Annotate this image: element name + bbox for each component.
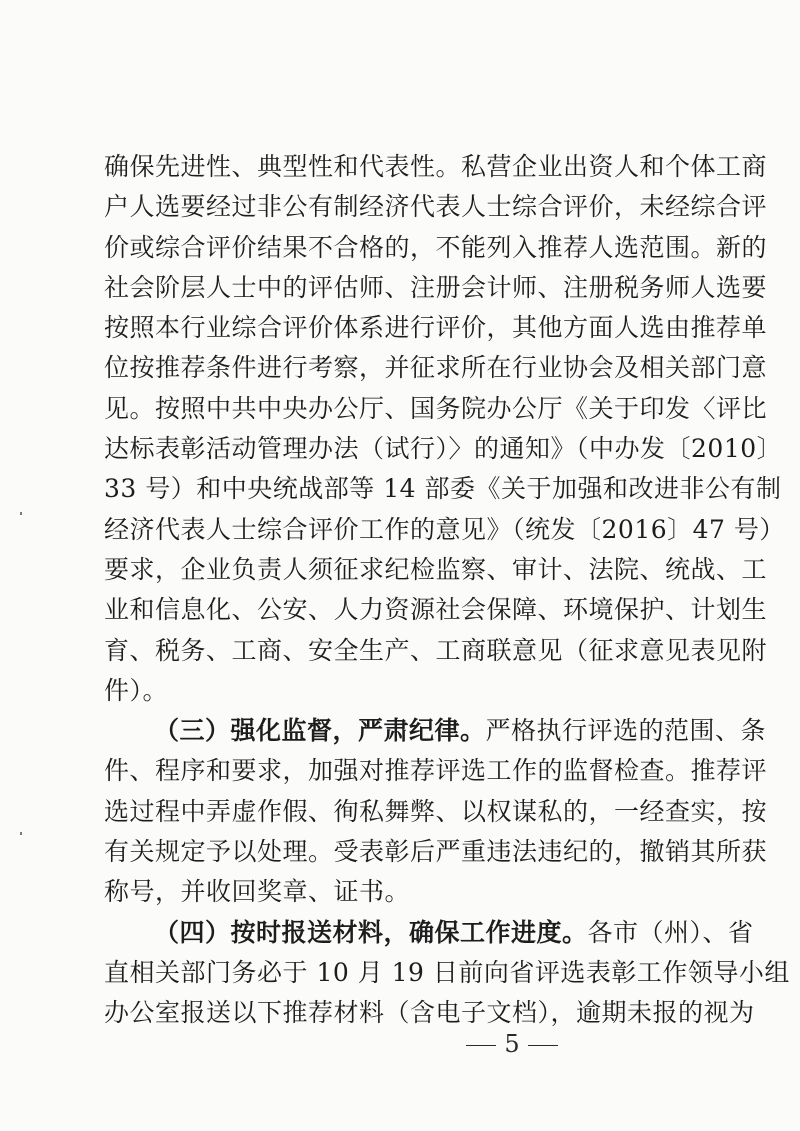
text-line: 33 号）和中央统战部等 14 部委《关于加强和改进非公有制 — [104, 474, 782, 504]
page-number — [0, 1030, 800, 1058]
text-line: 直相关部门务必于 10 月 19 日前向省评选表彰工作领导小组 — [104, 957, 790, 987]
text-line: 要求，企业负责人须征求纪检监察、审计、法院、统战、工 — [104, 554, 768, 584]
text-line: 业和信息化、公安、人力资源社会保障、环境保护、计划生 — [104, 595, 768, 625]
dash-left — [466, 1045, 496, 1046]
text-line: 选过程中弄虚作假、徇私舞弊、以权谋私的，一经查实，按 — [104, 796, 768, 826]
text-line: 件、程序和要求，加强对推荐评选工作的监督检查。推荐评 — [104, 756, 768, 786]
page-number-value: 5 — [504, 1030, 520, 1058]
text-line: 办公室报送以下推荐材料（含电子文档），逾期未报的视为 — [104, 998, 755, 1028]
text-line: 称号，并收回奖章、证书。 — [104, 877, 411, 907]
text-line: 价或综合评价结果不合格的，不能列入推荐人选范围。新的 — [104, 232, 768, 262]
text-run: 各市（州）、省 — [587, 917, 754, 947]
text-line — [104, 711, 767, 751]
text-line: 户人选要经过非公有制经济代表人士综合评价，未经综合评 — [104, 192, 768, 222]
text-line: 确保先进性、典型性和代表性。私营企业出资人和个体工商 — [104, 152, 768, 181]
text-run: 严格执行评选的范围、条 — [485, 716, 767, 746]
section-heading: （四）按时报送材料，确保工作进度。 — [154, 917, 588, 947]
paragraph-3 — [104, 913, 790, 1034]
text-line: 有关规定予以处理。受表彰后严重违法违纪的，撤销其所获 — [104, 837, 768, 867]
paragraph-2 — [104, 711, 768, 912]
dash-right — [528, 1045, 558, 1046]
text-line: 经济代表人士综合评价工作的意见》（统发〔2016〕47 号） — [104, 514, 785, 544]
text-line: 位按推荐条件进行考察，并征求所在行业协会及相关部门意 — [104, 353, 768, 383]
scan-mark — [20, 832, 22, 835]
body-text — [104, 147, 790, 1034]
text-line — [104, 913, 754, 953]
text-line: 按照本行业综合评价体系进行评价，其他方面人选由推荐单 — [104, 313, 768, 343]
text-line: 见。按照中共中央办公厅、国务院办公厅《关于印发〈评比 — [104, 393, 768, 423]
text-line: 社会阶层人士中的评估师、注册会计师、注册税务师人选要 — [104, 272, 768, 302]
section-heading: （三）强化监督，严肃纪律。 — [154, 716, 486, 746]
text-line: 育、税务、工商、安全生产、工商联意见（征求意见表见附 — [104, 635, 768, 665]
text-line: 件）。 — [104, 675, 169, 705]
text-line: 达标表彰活动管理办法（试行）〉的通知》（中办发〔2010〕 — [104, 434, 783, 464]
scan-mark — [20, 512, 22, 515]
paragraph-1 — [104, 147, 785, 711]
